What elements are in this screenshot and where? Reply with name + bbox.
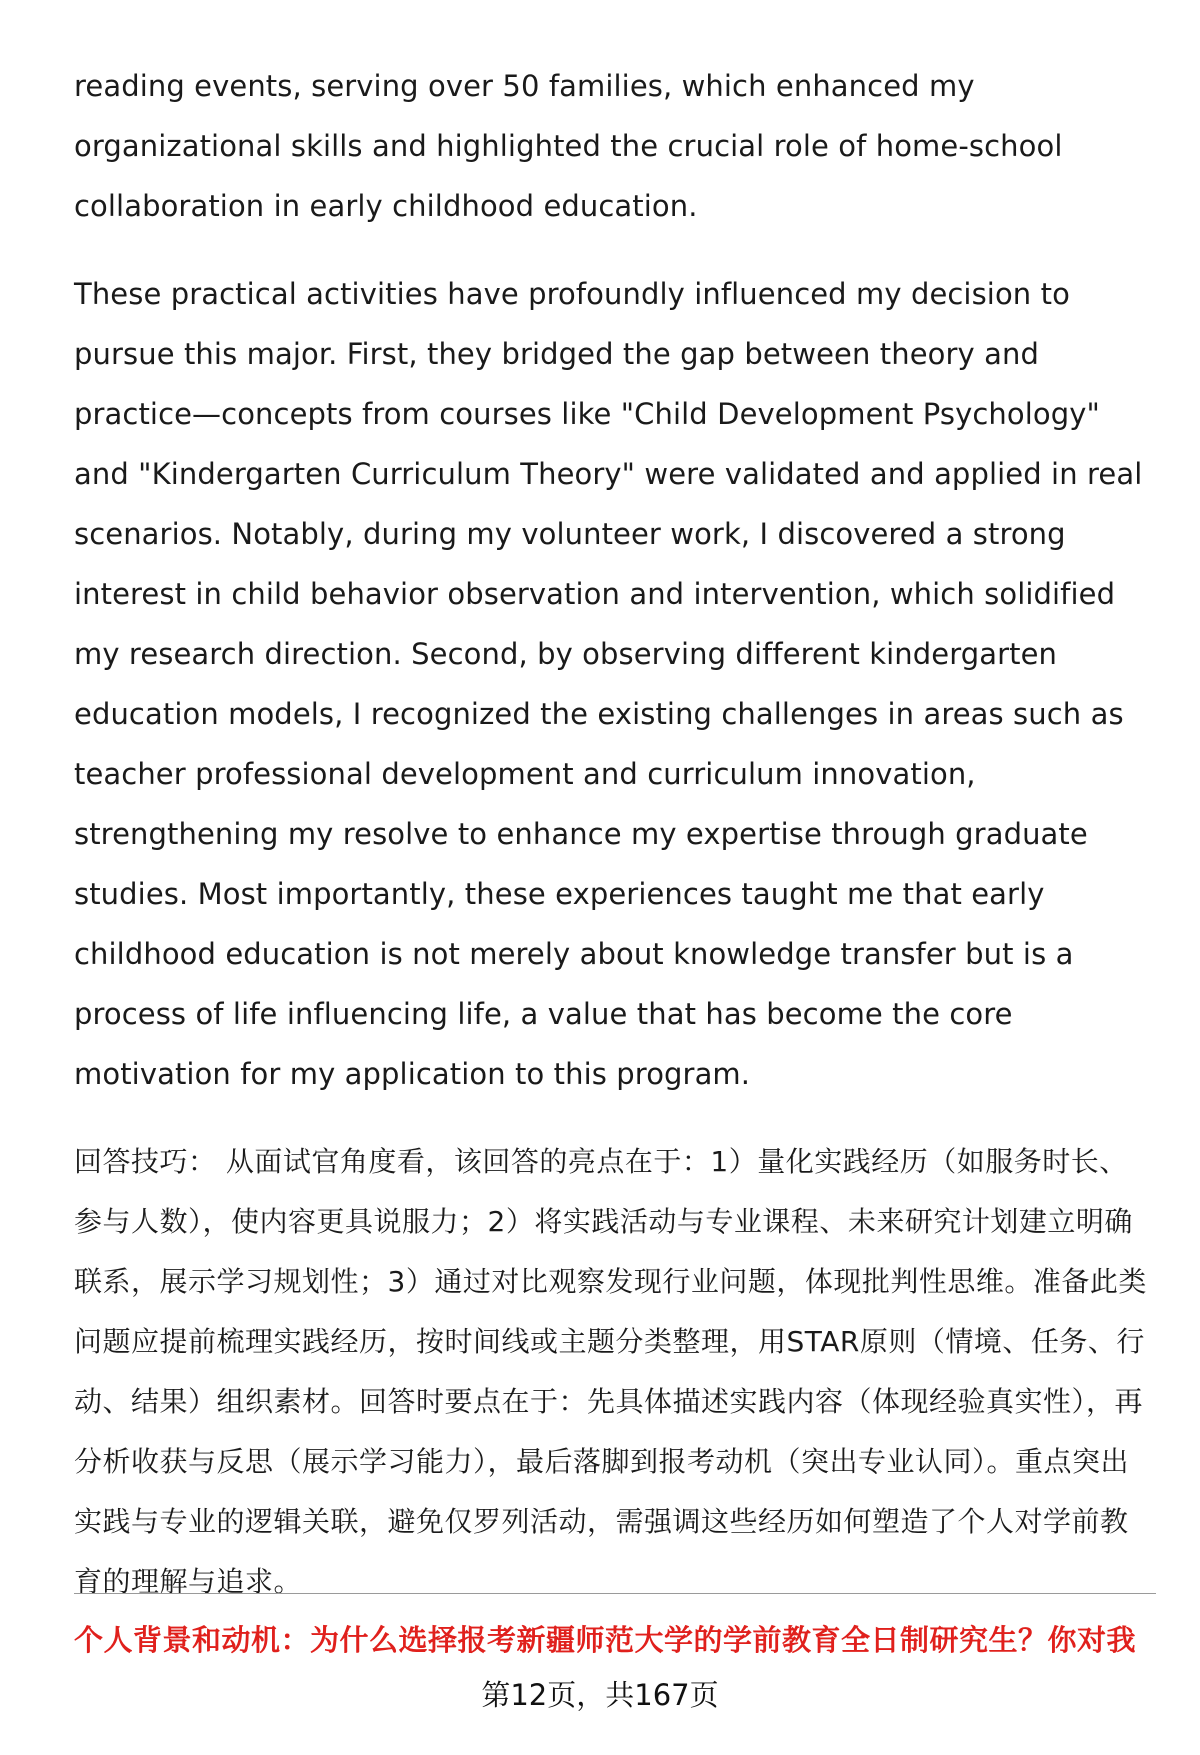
body-paragraph-1: reading events, serving over 50 families, which enhanced my organizational skills and highlighted the crucial role of home-school collaboration in early childhood education. — [74, 69, 1063, 223]
page-number: 第12页，共167页 — [481, 1678, 719, 1712]
body-paragraph-2: These practical activities have profoundly influenced my decision to pursue this major. First, they bridged the gap between theory and practice—concepts from courses like "Child Development Psychology" and "Kindergarten Curriculum Theory" were validated and applied in real scenarios. Notably, during my volunteer work, I discovered a strong interest in child behavior observation and intervention, which solidified my research direction. Second, by observing different kindergarten education models, I recognized the existing challenges in areas such as teacher professional development and curriculum innovation, strengthening my resolve to enhance my expertise through graduate studies. Most importantly, these experiences taught me that early childhood education is not merely about knowledge transfer but is a process of life influencing life, a value that has become the core motivation for my application to this program. — [74, 277, 1143, 1091]
next-question-heading: 个人背景和动机：为什么选择报考新疆师范大学的学前教育全日制研究生？你对我 — [74, 1623, 1137, 1657]
page-content — [74, 56, 1154, 1612]
section-divider — [74, 1593, 1156, 1594]
answer-tips-paragraph: 回答技巧： 从面试官角度看，该回答的亮点在于：1）量化实践经历（如服务时长、参与人数），使内容更具说服力；2）将实践活动与专业课程、未来研究计划建立明确联系，展示学习规划性；3）通过对比观察发现行业问题，体现批判性思维。准备此类问题应提前梳理实践经历，按时间线或主题分类整理，用STAR原则（情境、任务、行动、结果）组织素材。回答时要点在于：先具体描述实践内容（体现经验真实性），再分析收获与反思（展示学习能力），最后落脚到报考动机（突出专业认同）。重点突出实践与专业的逻辑关联，避免仅罗列活动，需强调这些经历如何塑造了个人对学前教育的理解与追求。 — [74, 1145, 1147, 1598]
